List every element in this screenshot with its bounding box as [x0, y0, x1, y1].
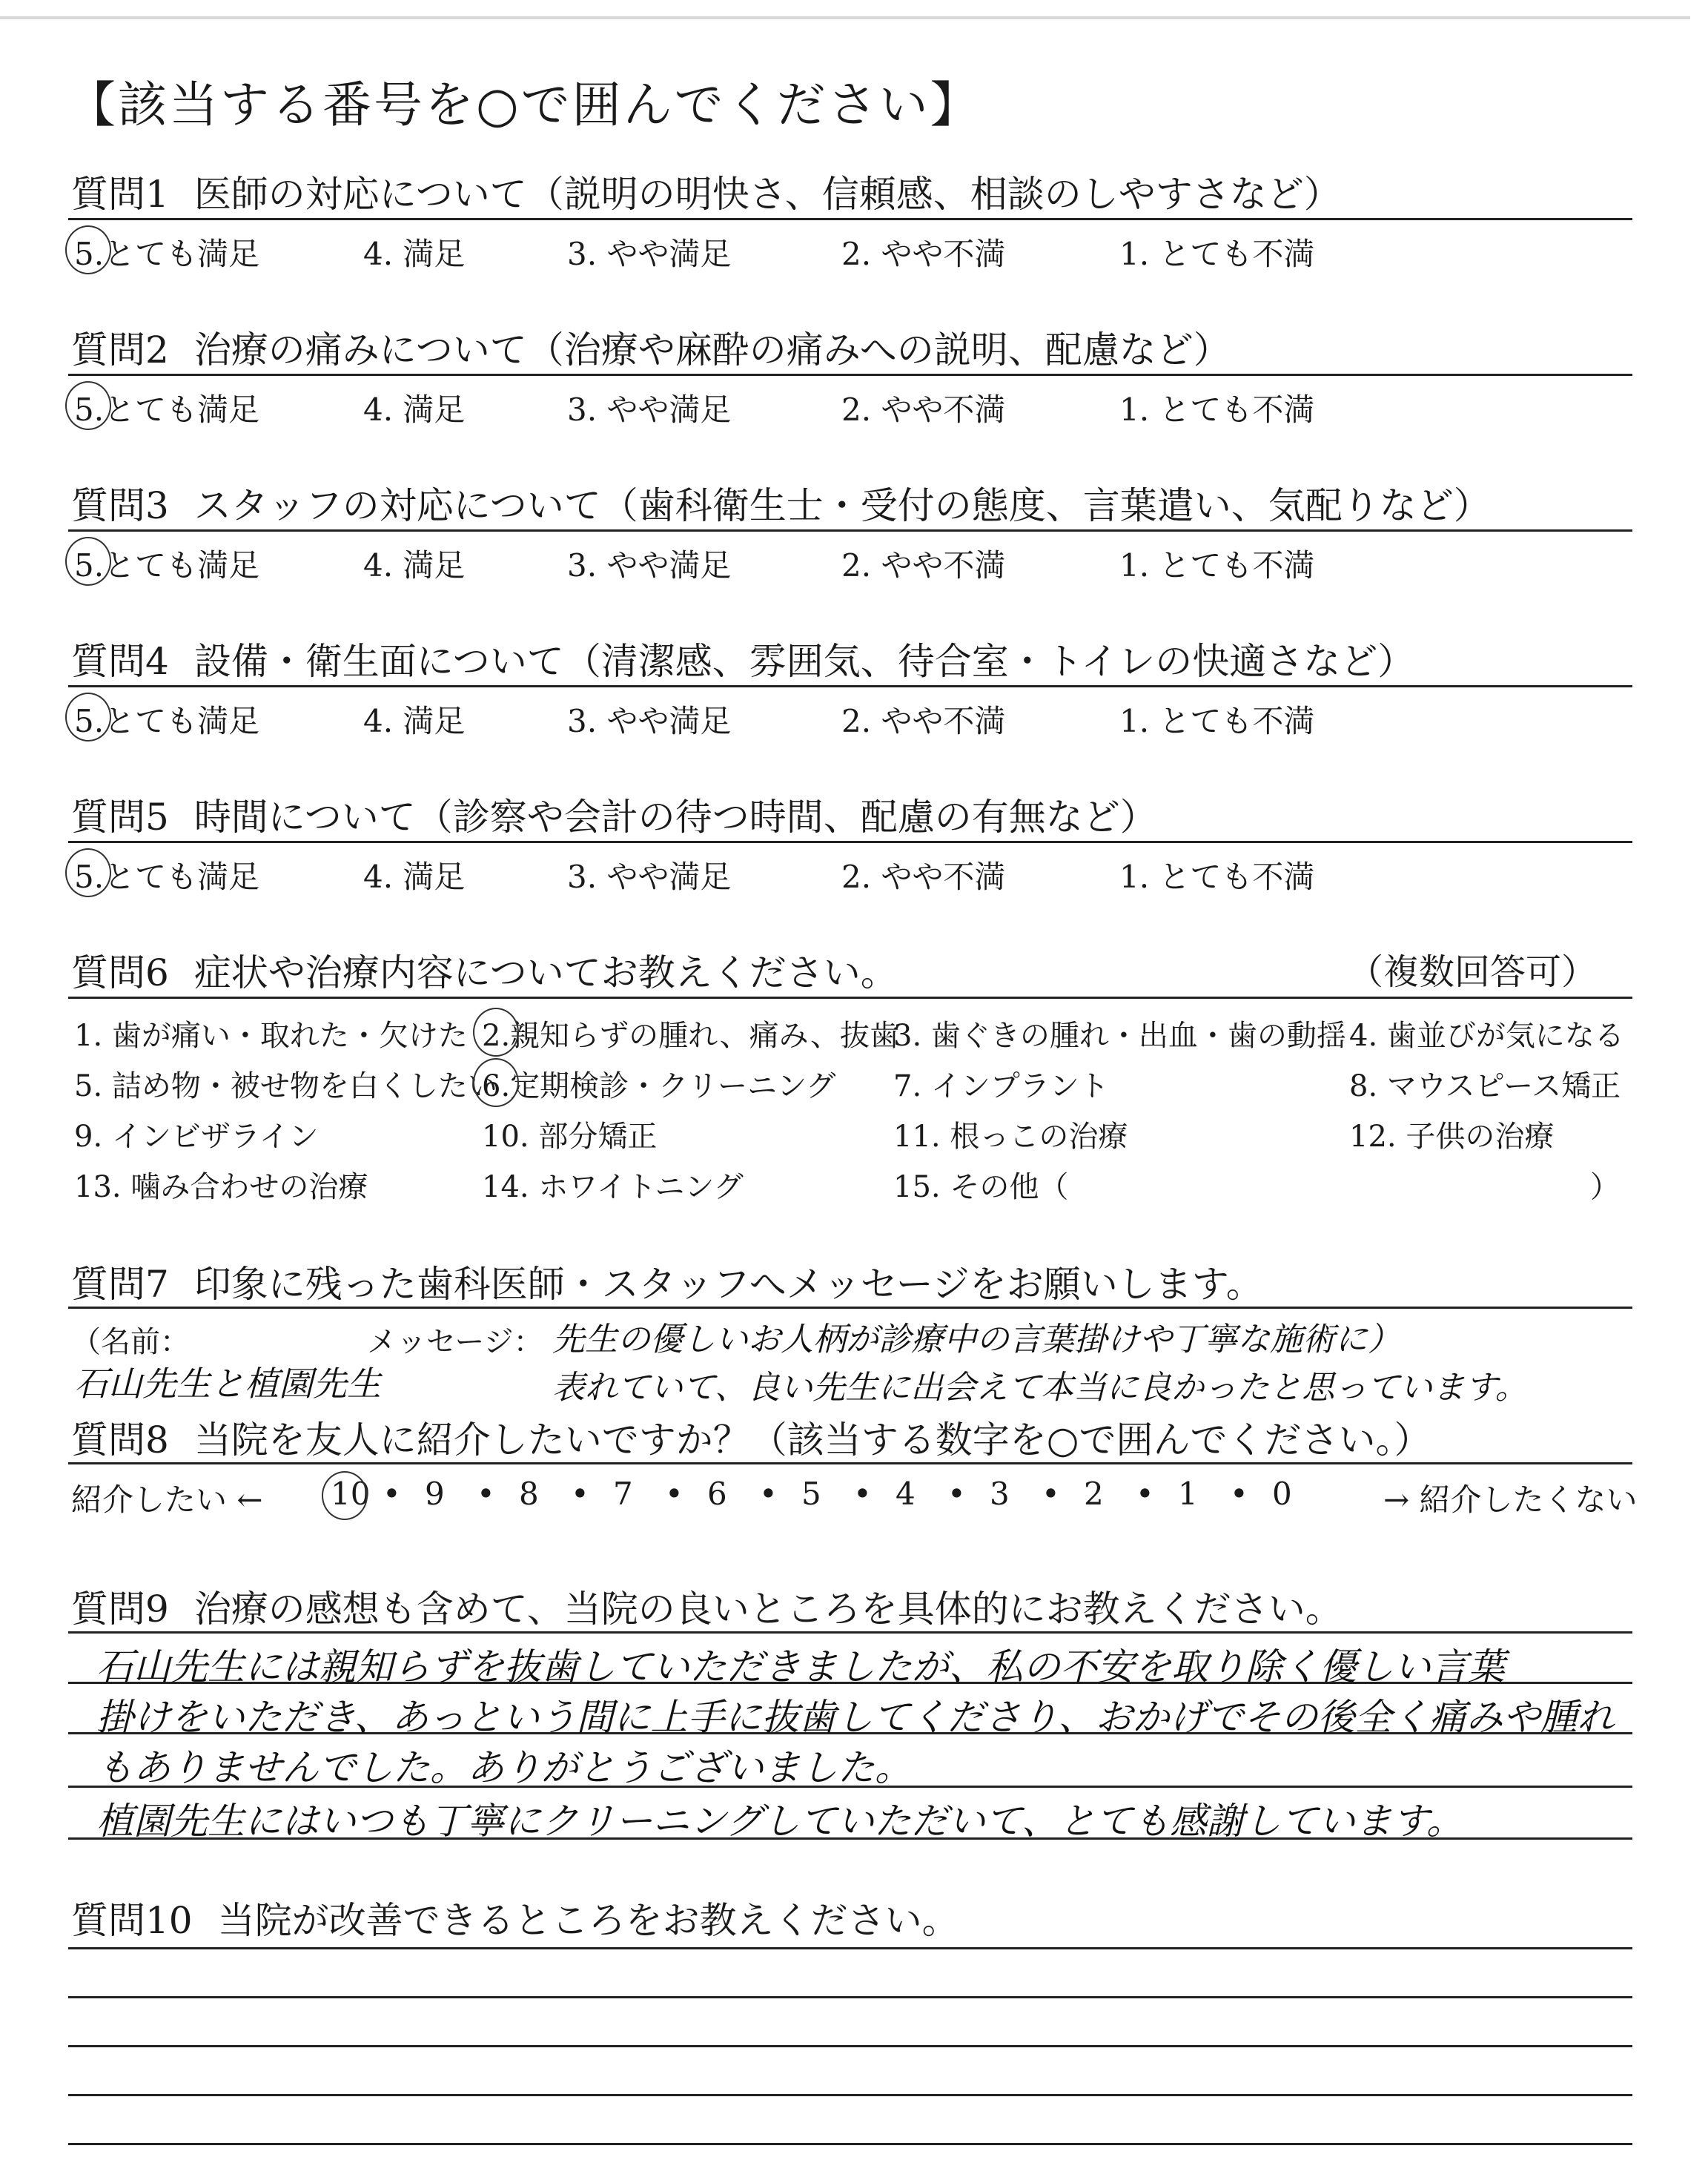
- q6-text: 症状や治療内容についてお教えください。: [193, 951, 898, 994]
- q8-scale: [71, 1476, 1638, 1520]
- q8-scale-10[interactable]: 10: [331, 1476, 371, 1512]
- q3-title: [71, 476, 1491, 529]
- q7-rule: [68, 1307, 1632, 1309]
- q5-option-label: 1. とても不満: [1119, 859, 1315, 895]
- q8-number: 質問8: [71, 1418, 169, 1462]
- q2-option-label: 3. やや満足: [567, 392, 732, 428]
- q9-answer-line-2: 掛けをいただき、あっという間に上手に抜歯してくださり、おかげでその後全く痛みや腫れ: [96, 1696, 1615, 1739]
- q9-answer-line-3: もありませんでした。ありがとうございました。: [96, 1746, 912, 1789]
- q6-option-9[interactable]: 9. インビザライン: [74, 1120, 319, 1154]
- q8-scale-dot: •: [383, 1476, 401, 1512]
- q1-option-label: 3. やや満足: [567, 236, 732, 272]
- q4-option-label: 2. やや不満: [841, 703, 1006, 739]
- q1-title: [71, 165, 1341, 218]
- q3-option-3[interactable]: [567, 541, 731, 586]
- q7-name-value: 石山先生と植園先生: [74, 1364, 381, 1404]
- q4-option-1[interactable]: [1119, 697, 1314, 742]
- q8-left-label: 紹介したい ←: [71, 1482, 263, 1518]
- q2-option-label: 5.とても満足: [74, 386, 259, 430]
- q9-number: 質問9: [71, 1588, 169, 1631]
- q1-text: 医師の対応について（説明の明快さ、信頼感、相談のしやすさなど）: [193, 173, 1341, 216]
- q7-title: [71, 1255, 1263, 1308]
- q3-option-label: 5.とても満足: [74, 541, 259, 586]
- q4-options: [74, 697, 1631, 742]
- q9-title: [71, 1579, 1343, 1633]
- q6-options: [74, 1012, 1638, 1220]
- q4-title: [71, 632, 1414, 685]
- q8-scale-dot: •: [665, 1476, 683, 1512]
- q8-scale-dot: •: [477, 1476, 495, 1512]
- q2-option-3[interactable]: [567, 386, 731, 430]
- q6-option-2[interactable]: 2.親知らずの腫れ、痛み、抜歯: [482, 1012, 899, 1054]
- q2-options: [74, 386, 1631, 430]
- q2-option-1[interactable]: [1119, 386, 1314, 430]
- q8-text: 当院を友人に紹介したいですか？（該当する数字を○で囲んでください。）: [193, 1418, 1431, 1462]
- q8-scale-7[interactable]: 7: [613, 1476, 633, 1512]
- q8-scale-6[interactable]: 6: [707, 1476, 727, 1512]
- q5-number: 質問5: [71, 796, 169, 839]
- q5-option-label: 2. やや不満: [841, 859, 1006, 895]
- q8-scale-dot: •: [571, 1476, 589, 1512]
- q10-rule-4: [68, 2094, 1632, 2096]
- q6-option-11[interactable]: 11. 根っこの治療: [893, 1120, 1128, 1154]
- q3-text: スタッフの対応について（歯科衛生士・受付の態度、言葉遣い、気配りなど）: [193, 484, 1491, 527]
- q1-rule: [68, 218, 1632, 220]
- q1-option-label: 4. 満足: [363, 236, 466, 272]
- q5-option-label: 5.とても満足: [74, 853, 259, 897]
- q9-answer-line-1: 石山先生には親知らずを抜歯していただきましたが、私の不安を取り除く優しい言葉: [96, 1645, 1505, 1688]
- q7-number: 質問7: [71, 1263, 169, 1306]
- q6-option-3[interactable]: 3. 歯ぐきの腫れ・出血・歯の動揺: [893, 1019, 1346, 1053]
- q4-option-label: 3. やや満足: [567, 703, 732, 739]
- q8-title: [71, 1410, 1431, 1464]
- q9-answer-line-4: 植園先生にはいつも丁寧にクリーニングしていただいて、とても感謝しています。: [96, 1800, 1463, 1843]
- q1-option-4[interactable]: [363, 230, 465, 274]
- q8-scale-9[interactable]: 9: [425, 1476, 445, 1512]
- q4-option-2[interactable]: [841, 697, 1005, 742]
- q6-option-7[interactable]: 7. インプラント: [893, 1069, 1109, 1103]
- q3-option-label: 2. やや不満: [841, 547, 1006, 584]
- top-border: [0, 16, 1690, 19]
- q7-name-label: （名前：: [71, 1325, 190, 1359]
- q4-option-label: 5.とても満足: [74, 697, 259, 742]
- q6-option-10[interactable]: 10. 部分矯正: [482, 1120, 658, 1154]
- q8-rule: [68, 1462, 1632, 1464]
- q2-option-label: 1. とても不満: [1119, 392, 1315, 428]
- q1-number: 質問1: [71, 173, 169, 216]
- q3-option-5[interactable]: [74, 541, 259, 586]
- q5-option-5[interactable]: [74, 853, 259, 897]
- q2-number: 質問2: [71, 328, 169, 371]
- q2-option-4[interactable]: [363, 386, 465, 430]
- q4-option-5[interactable]: [74, 697, 259, 742]
- q1-option-1[interactable]: [1119, 230, 1314, 274]
- q6-title: [71, 943, 898, 997]
- q1-option-2[interactable]: [841, 230, 1005, 274]
- q9-text: 治療の感想も含めて、当院の良いところを具体的にお教えください。: [193, 1588, 1343, 1631]
- q5-options: [74, 853, 1631, 897]
- q4-option-label: 1. とても不満: [1119, 703, 1315, 739]
- q3-option-label: 3. やや満足: [567, 547, 732, 584]
- q10-text: 当院が改善できるところをお教えください。: [217, 1899, 959, 1942]
- page-heading: 【該当する番号を○で囲んでください】: [67, 76, 982, 133]
- q8-scale-3[interactable]: 3: [990, 1476, 1010, 1512]
- q3-rule: [68, 529, 1632, 532]
- q2-rule: [68, 374, 1632, 376]
- q7-message-label: メッセージ：: [367, 1325, 543, 1359]
- q8-scale-dot: •: [1230, 1476, 1248, 1512]
- q10-rule-5: [68, 2143, 1632, 2145]
- q9-rule-1: [68, 1631, 1632, 1634]
- q8-scale-dot: •: [947, 1476, 966, 1512]
- q3-number: 質問3: [71, 484, 169, 527]
- q4-rule: [68, 685, 1632, 687]
- q4-text: 設備・衛生面について（清潔感、雰囲気、待合室・トイレの快適さなど）: [193, 640, 1415, 683]
- q6-hint: （複数回答可）: [1347, 951, 1597, 993]
- q1-option-label: 1. とても不満: [1119, 236, 1315, 272]
- q6-option-4[interactable]: 4. 歯並びが気になる: [1349, 1019, 1624, 1053]
- q3-options: [74, 541, 1631, 586]
- q3-option-2[interactable]: [841, 541, 1005, 586]
- q10-rule-3: [68, 2045, 1632, 2047]
- q4-option-3[interactable]: [567, 697, 731, 742]
- q3-option-4[interactable]: [363, 541, 465, 586]
- q3-option-1[interactable]: [1119, 541, 1314, 586]
- q8-scale-5[interactable]: 5: [801, 1476, 821, 1512]
- q7-message-line2: 表れていて、良い先生に出会えて本当に良かったと思っています。: [552, 1369, 1528, 1407]
- q1-option-3[interactable]: [567, 230, 731, 274]
- q5-option-1[interactable]: [1119, 853, 1314, 897]
- q5-option-label: 4. 満足: [363, 859, 466, 895]
- q5-option-4[interactable]: [363, 853, 465, 897]
- q6-option-8[interactable]: 8. マウスピース矯正: [1349, 1069, 1621, 1103]
- q10-title: [71, 1891, 959, 1944]
- q8-scale-dot: •: [1042, 1476, 1060, 1512]
- q5-option-2[interactable]: [841, 853, 1005, 897]
- q6-option-5[interactable]: 5. 詰め物・被せ物を白くしたい: [74, 1069, 497, 1103]
- q8-scale-8[interactable]: 8: [519, 1476, 539, 1512]
- q8-scale-dot: •: [1136, 1476, 1154, 1512]
- q1-option-5[interactable]: [74, 230, 259, 274]
- q5-text: 時間について（診察や会計の待つ時間、配慮の有無など）: [193, 796, 1157, 839]
- q10-rule-1: [68, 1947, 1632, 1949]
- q5-option-3[interactable]: [567, 853, 731, 897]
- q4-option-label: 4. 満足: [363, 703, 466, 739]
- q8-scale-dot: •: [759, 1476, 778, 1512]
- q8-scale-2[interactable]: 2: [1084, 1476, 1104, 1512]
- q2-option-5[interactable]: [74, 386, 259, 430]
- q3-option-label: 4. 満足: [363, 547, 466, 584]
- q2-title: [71, 320, 1231, 374]
- q6-option-16: ）: [1590, 1170, 1620, 1204]
- q8-scale-0[interactable]: 0: [1272, 1476, 1292, 1512]
- q10-number: 質問10: [71, 1899, 193, 1942]
- q1-option-label: 5.とても満足: [74, 230, 259, 274]
- q6-number: 質問6: [71, 951, 169, 994]
- q1-options: [74, 230, 1631, 274]
- q4-option-4[interactable]: [363, 697, 465, 742]
- q8-scale-1[interactable]: 1: [1178, 1476, 1198, 1512]
- q2-option-label: 4. 満足: [363, 392, 466, 428]
- q2-option-label: 2. やや不満: [841, 392, 1006, 428]
- q1-option-label: 2. やや不満: [841, 236, 1006, 272]
- q7-text: 印象に残った歯科医師・スタッフへメッセージをお願いします。: [193, 1263, 1263, 1306]
- q6-option-6[interactable]: 6.定期検診・クリーニング: [482, 1063, 835, 1105]
- q2-option-2[interactable]: [841, 386, 1005, 430]
- q6-rule: [68, 997, 1632, 999]
- q4-number: 質問4: [71, 640, 169, 683]
- q6-option-15[interactable]: 15. その他（: [893, 1170, 1069, 1204]
- q8-scale-dot: •: [853, 1476, 872, 1512]
- q6-option-14[interactable]: 14. ホワイトニング: [482, 1170, 744, 1204]
- q7-message-line1: 先生の優しいお人柄が診療中の言葉掛けや丁寧な施術に）: [552, 1321, 1400, 1358]
- q8-scale-4[interactable]: 4: [896, 1476, 916, 1512]
- q8-right-label: → 紹介したくない: [1383, 1482, 1638, 1518]
- q2-text: 治療の痛みについて（治療や麻酔の痛みへの説明、配慮など）: [193, 328, 1231, 371]
- q5-title: [71, 787, 1157, 841]
- q5-option-label: 3. やや満足: [567, 859, 732, 895]
- q3-option-label: 1. とても不満: [1119, 547, 1315, 584]
- q10-rule-2: [68, 1996, 1632, 1998]
- q6-option-1[interactable]: 1. 歯が痛い・取れた・欠けた: [74, 1019, 468, 1053]
- q6-option-13[interactable]: 13. 噛み合わせの治療: [74, 1170, 368, 1204]
- q6-option-12[interactable]: 12. 子供の治療: [1349, 1120, 1555, 1154]
- q5-rule: [68, 841, 1632, 843]
